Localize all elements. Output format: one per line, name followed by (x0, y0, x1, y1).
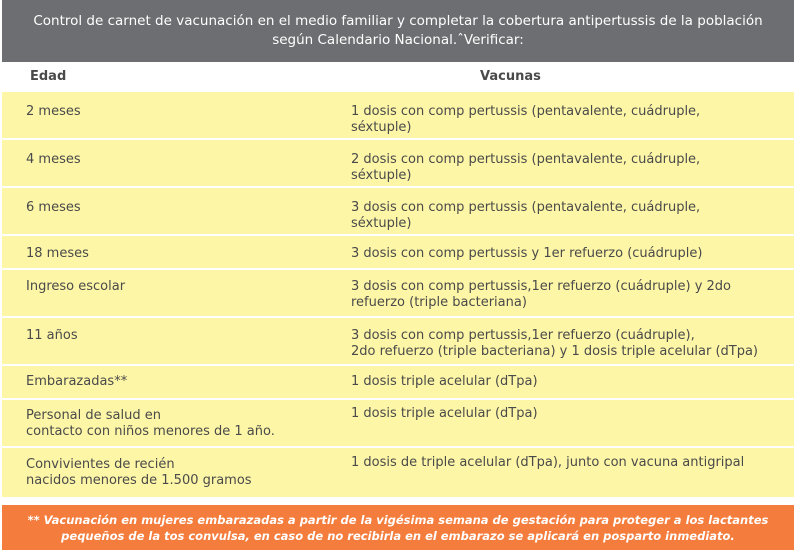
title-line-1: Control de carnet de vacunación en el medio familiar y completar la cobertura antipertussis de la población (33, 13, 763, 29)
table-row-embarazadas (2, 366, 794, 398)
column-header-vacunas: Vacunas (480, 69, 541, 84)
vacunas-cell: 3 dosis con comp pertussis,1er refuerzo (cuádruple), 2do refuerzo (triple bacteriana) y 1 dosis triple acelular (dTpa) (351, 328, 758, 359)
column-header-edad: Edad (30, 69, 67, 84)
footnote (2, 505, 794, 550)
vacunas-cell: 3 dosis con comp pertussis (pentavalente, cuádruple, séxtuple) (351, 200, 701, 231)
footnote-line-1: ** Vacunación en mujeres embarazadas a partir de la vigésima semana de gestación para proteger a los lactantes (27, 513, 769, 527)
vacunas-cell: 3 dosis con comp pertussis,1er refuerzo (cuádruple) y 2do refuerzo (triple bacteriana) (351, 279, 732, 310)
table-row-11-anos (2, 318, 794, 364)
table-row-personal-de-salud (2, 400, 794, 446)
vacunas-cell: 3 dosis con comp pertussis y 1er refuerzo (cuádruple) (351, 246, 703, 261)
footnote-line-2: pequeños de la tos convulsa, en caso de no recibirla en el embarazo se aplicará en posparto inmediato. (61, 529, 735, 543)
edad-cell: 4 meses (26, 152, 81, 167)
edad-cell: 11 años (26, 328, 78, 343)
edad-cell: 18 meses (26, 246, 89, 261)
vacunas-cell: 2 dosis con comp pertussis (pentavalente, cuádruple, séxtuple) (351, 152, 701, 183)
vacunas-cell: 1 dosis triple acelular (dTpa) (351, 374, 538, 389)
edad-cell: 2 meses (26, 104, 81, 119)
vacunas-cell: 1 dosis con comp pertussis (pentavalente, cuádruple, séxtuple) (351, 104, 701, 135)
edad-cell: Embarazadas** (26, 374, 128, 389)
vacunas-cell: 1 dosis triple acelular (dTpa) (351, 406, 538, 421)
table-row-4-meses (2, 140, 794, 186)
edad-cell: Convivientes de recién nacidos menores de 1.500 gramos (26, 457, 252, 488)
edad-cell: Personal de salud en contacto con niños menores de 1 año. (26, 408, 275, 439)
edad-cell: Ingreso escolar (26, 279, 126, 294)
table-row-2-meses (2, 92, 794, 138)
table-row-18-meses (2, 236, 794, 268)
table-row-convivientes (2, 448, 794, 497)
edad-cell: 6 meses (26, 200, 81, 215)
table-title (2, 0, 794, 62)
table-row-6-meses (2, 188, 794, 234)
table-row-ingreso-escolar (2, 270, 794, 316)
title-line-2: según Calendario Nacional.ˆVerificar: (272, 32, 524, 48)
vacunas-cell: 1 dosis de triple acelular (dTpa), junto con vacuna antigripal (351, 455, 745, 470)
